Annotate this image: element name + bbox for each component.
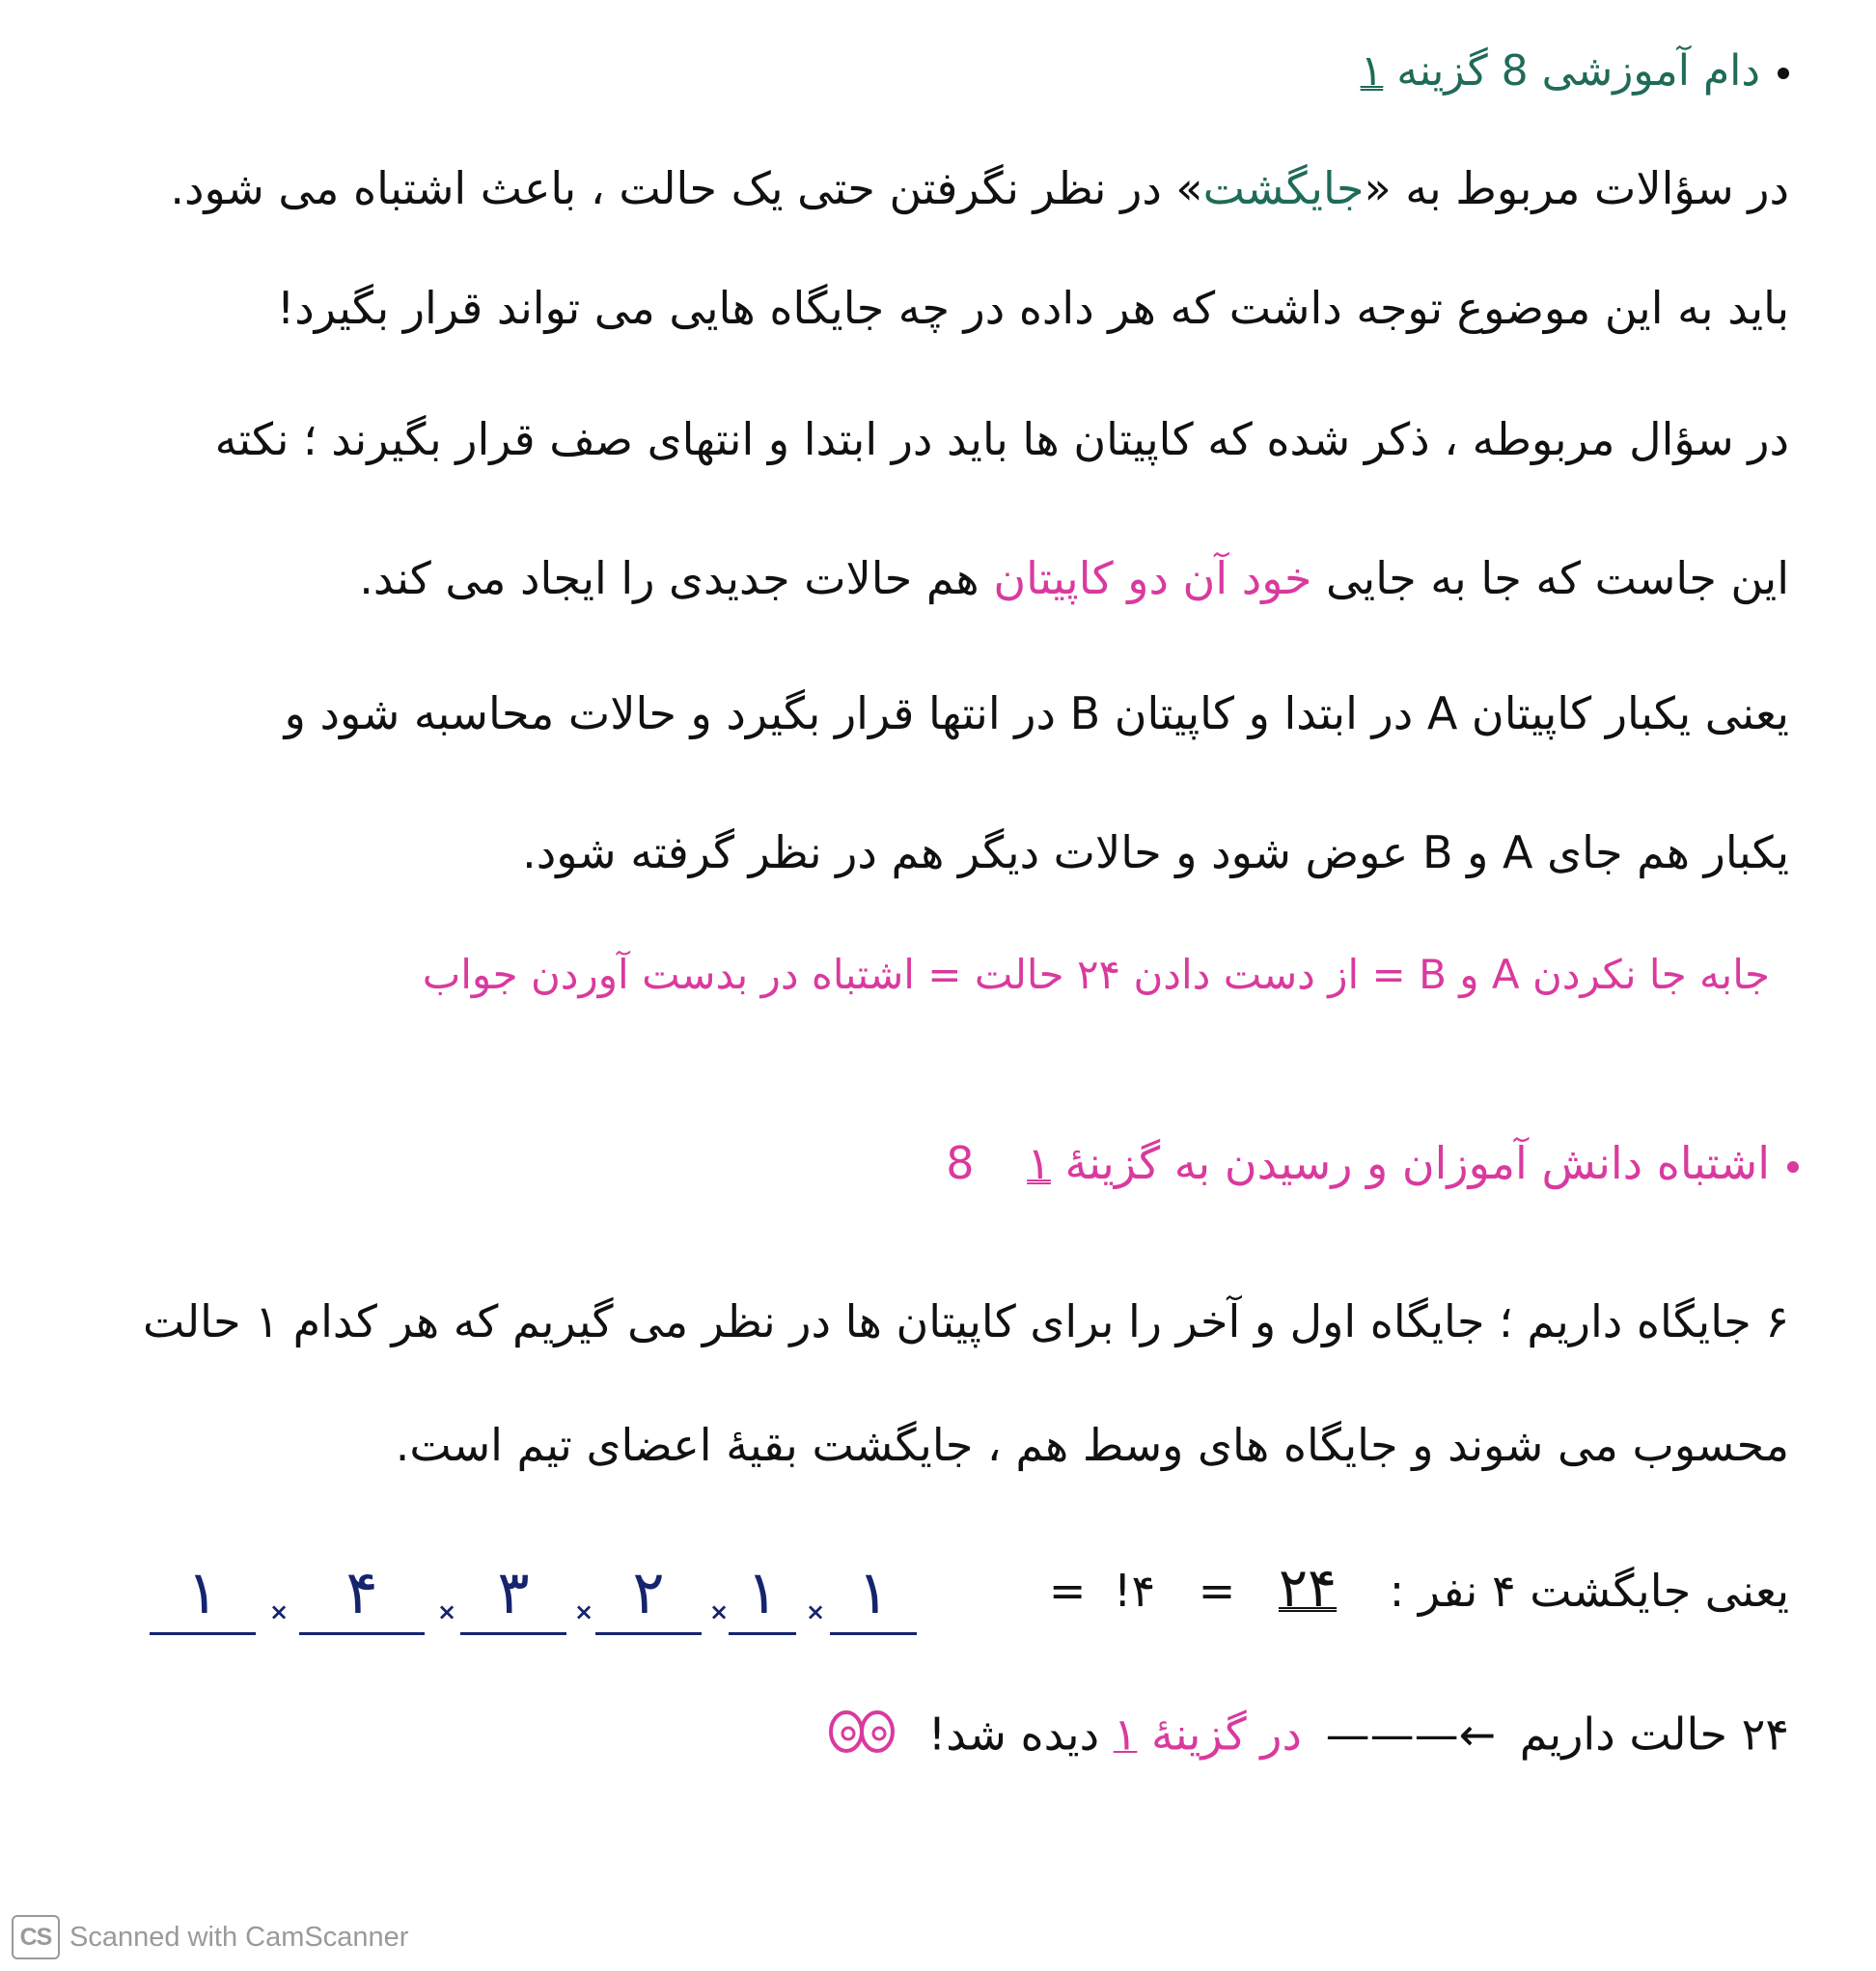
slot-sequence	[150, 1554, 890, 1651]
header-bullet	[1778, 68, 1789, 79]
conclusion-arrow: ←———	[1325, 1707, 1497, 1761]
student-error-line	[946, 1137, 1799, 1190]
calc-result: ۲۴	[1278, 1557, 1338, 1620]
mult-sign: ×	[709, 1598, 730, 1625]
p3-line2: محسوب می شوند و جایگاه های وسط هم ، جایگشت بقیهٔ اعضای تیم است.	[395, 1419, 1789, 1471]
header-line	[1361, 46, 1789, 97]
header-title: دام آموزشی	[1541, 46, 1760, 96]
paragraph2-line5	[285, 687, 1789, 740]
p1-line1-b: » در نظر نگرفتن حتی یک حالت ، باعث اشتباه می شود.	[170, 162, 1203, 214]
mult-sign: ×	[437, 1598, 457, 1625]
slot-2: ۱	[729, 1554, 796, 1635]
p2-line3: در سؤال مربوطه ، ذکر شده که کاپیتان ها باید در ابتدا و انتهای صف قرار بگیرند ؛ نکته	[214, 413, 1789, 465]
paragraph3-line3	[1049, 1556, 1789, 1621]
conclusion-option-num: ۱	[1113, 1707, 1138, 1761]
student-error-text: اشتباه دانش آموزان و رسیدن به گزینهٔ	[1064, 1137, 1770, 1189]
p1-line1-a: در سؤالات مربوط به «	[1364, 162, 1789, 214]
camscanner-watermark	[12, 1914, 408, 1960]
p1-term-permutation: جایگشت	[1202, 162, 1365, 214]
conclusion-option-word: در گزینهٔ	[1151, 1707, 1302, 1761]
student-error-eight: 8	[946, 1137, 975, 1189]
camscanner-text: Scanned with CamScanner	[69, 1921, 409, 1953]
conclusion-text-a: ۲۴ حالت داریم	[1519, 1707, 1789, 1761]
p2-line4-b: هم حالات جدیدی را ایجاد می کند.	[359, 552, 979, 604]
summary-text: جابه جا نکردن A و B = از دست دادن ۲۴ حالت = اشتباه در بدست آوردن جواب	[422, 951, 1770, 998]
p3-line1: ۶ جایگاه داریم ؛ جایگاه اول و آخر را برای کاپیتان ها در نظر می گیریم که هر کدام ۱ حالت	[142, 1295, 1789, 1347]
p2-line6: یکبار هم جای A و B عوض شود و حالات دیگر هم در نظر گرفته شود.	[522, 826, 1789, 878]
mult-sign: ×	[269, 1598, 290, 1625]
conclusion-line	[827, 1707, 1789, 1768]
mult-sign: ×	[806, 1598, 826, 1625]
summary-line	[423, 951, 1770, 999]
conclusion-text-b: دیده شد!	[927, 1707, 1100, 1761]
header-eight: 8	[1501, 46, 1529, 96]
calc-factorial: ۴!	[1114, 1565, 1156, 1617]
header-option-num: ۱	[1360, 46, 1384, 96]
student-error-bullet	[1787, 1161, 1799, 1173]
slot-4: ۳	[460, 1554, 566, 1635]
eyes-doodle-icon	[827, 1707, 898, 1768]
paragraph3-line2	[396, 1419, 1789, 1472]
p1-line2: باید به این موضوع توجه داشت که هر داده در چه جایگاه هایی می تواند قرار بگیرد!	[276, 282, 1789, 334]
slot-first: ۱	[830, 1554, 917, 1635]
p3-line3: یعنی جایگشت ۴ نفر :	[1389, 1565, 1789, 1617]
camscanner-logo-icon: CS	[12, 1915, 60, 1959]
paragraph2-line6	[522, 826, 1789, 879]
header-option-word: گزینه	[1396, 46, 1488, 96]
paragraph2-line4	[359, 552, 1789, 605]
student-error-option-num: ۱	[1027, 1137, 1051, 1189]
p2-line5: یعنی یکبار کاپیتان A در ابتدا و کاپیتان B در انتها قرار بگیرد و حالات محاسبه شود و	[284, 687, 1789, 739]
calc-equals-2: =	[1048, 1565, 1087, 1617]
slot-last: ۱	[150, 1554, 256, 1635]
paragraph1-line2	[277, 282, 1789, 335]
p2-line4-a: این جاست که جا به جایی	[1326, 552, 1789, 604]
paragraph1-line1	[170, 162, 1789, 215]
paragraph2-line3	[215, 413, 1789, 466]
calc-equals: =	[1198, 1565, 1236, 1617]
mult-sign: ×	[574, 1598, 594, 1625]
slot-5: ۴	[299, 1554, 425, 1635]
p2-line4-pink: خود آن دو کاپیتان	[993, 552, 1312, 604]
paragraph3-line1	[143, 1295, 1789, 1348]
slot-3: ۲	[595, 1554, 702, 1635]
